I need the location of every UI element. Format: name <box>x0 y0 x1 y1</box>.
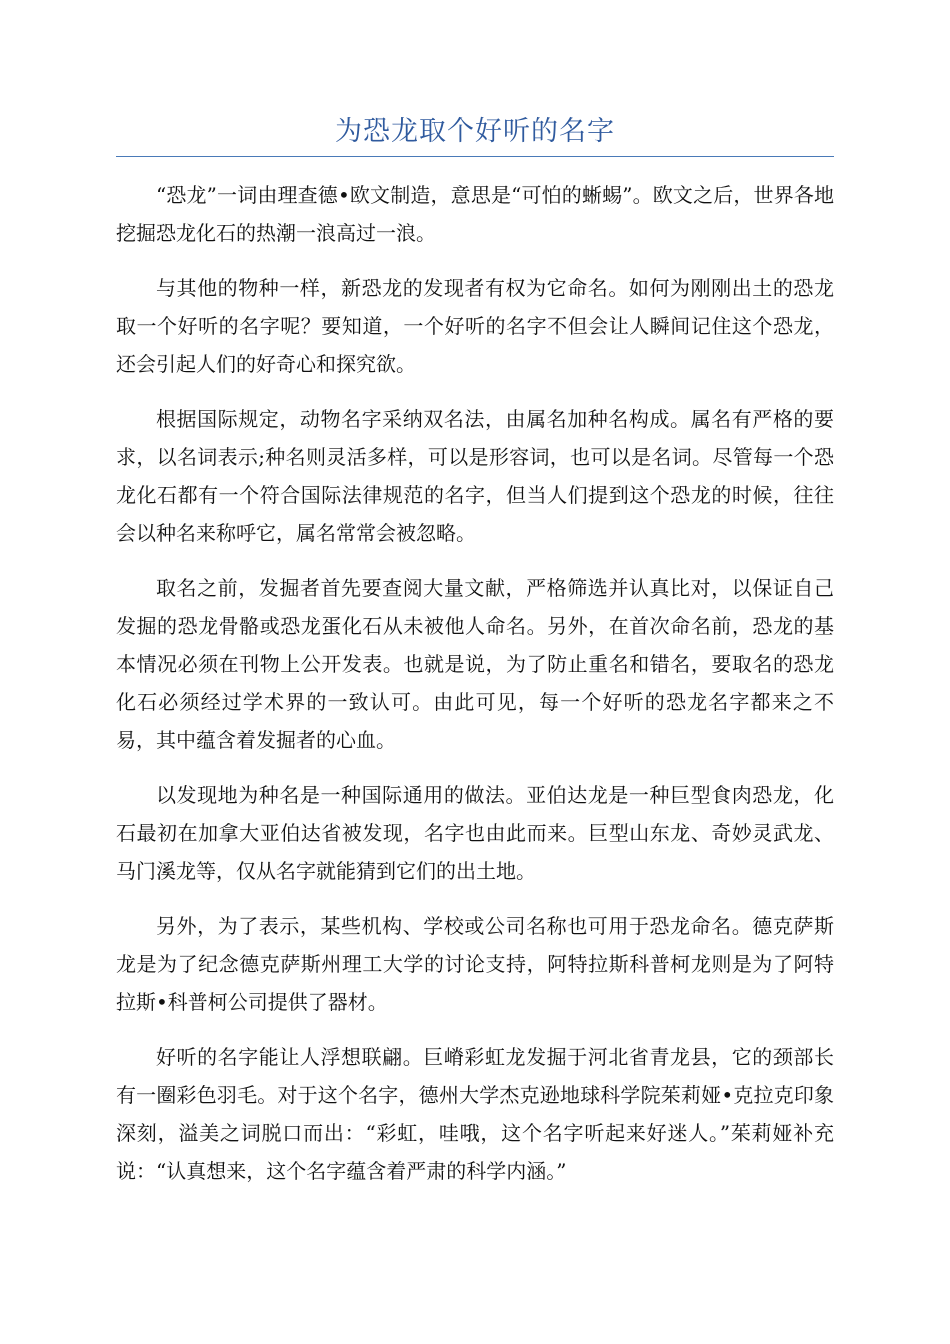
paragraph-7: 好听的名字能让人浮想联翩。巨嵴彩虹龙发掘于河北省青龙县，它的颈部长有一圈彩色羽毛。对于这个名字，德州大学杰克逊地球科学院茱莉娅•克拉克印象深刻，溢美之词脱口而出：“彩虹，哇哦，这个名字听起来好迷人。”茱莉娅补充说：“认真想来，这个名字蕴含着严肃的科学内涵。” <box>116 1045 834 1183</box>
paragraph-6: 另外，为了表示，某些机构、学校或公司名称也可用于恐龙命名。德克萨斯龙是为了纪念德克萨斯州理工大学的讨论支持，阿特拉斯科普柯龙则是为了阿特拉斯•科普柯公司提供了器材。 <box>116 914 834 1014</box>
article-body <box>116 176 834 1207</box>
paragraph-3: 根据国际规定，动物名字采纳双名法，由属名加种名构成。属名有严格的要求，以名词表示;种名则灵活多样，可以是形容词，也可以是名词。尽管每一个恐龙化石都有一个符合国际法律规范的名字，但当人们提到这个恐龙的时候，往往会以种名来称呼它，属名常常会被忽略。 <box>116 407 834 545</box>
paragraph-2: 与其他的物种一样，新恐龙的发现者有权为它命名。如何为刚刚出土的恐龙取一个好听的名字呢？要知道，一个好听的名字不但会让人瞬间记住这个恐龙，还会引起人们的好奇心和探究欲。 <box>116 276 834 376</box>
title-block <box>116 108 834 157</box>
page-title: 为恐龙取个好听的名字 <box>335 116 615 147</box>
paragraph-5: 以发现地为种名是一种国际通用的做法。亚伯达龙是一种巨型食肉恐龙，化石最初在加拿大亚伯达省被发现，名字也由此而来。巨型山东龙、奇妙灵武龙、马门溪龙等，仅从名字就能猜到它们的出土地。 <box>116 783 834 883</box>
paragraph-1: “恐龙”一词由理查德•欧文制造，意思是“可怕的蜥蜴”。欧文之后，世界各地挖掘恐龙化石的热潮一浪高过一浪。 <box>116 183 834 245</box>
paragraph-4: 取名之前，发掘者首先要查阅大量文献，严格筛选并认真比对，以保证自己发掘的恐龙骨骼或恐龙蛋化石从未被他人命名。另外，在首次命名前，恐龙的基本情况必须在刊物上公开发表。也就是说，为了防止重名和错名，要取名的恐龙化石必须经过学术界的一致认可。由此可见，每一个好听的恐龙名字都来之不易，其中蕴含着发掘者的心血。 <box>116 576 834 752</box>
